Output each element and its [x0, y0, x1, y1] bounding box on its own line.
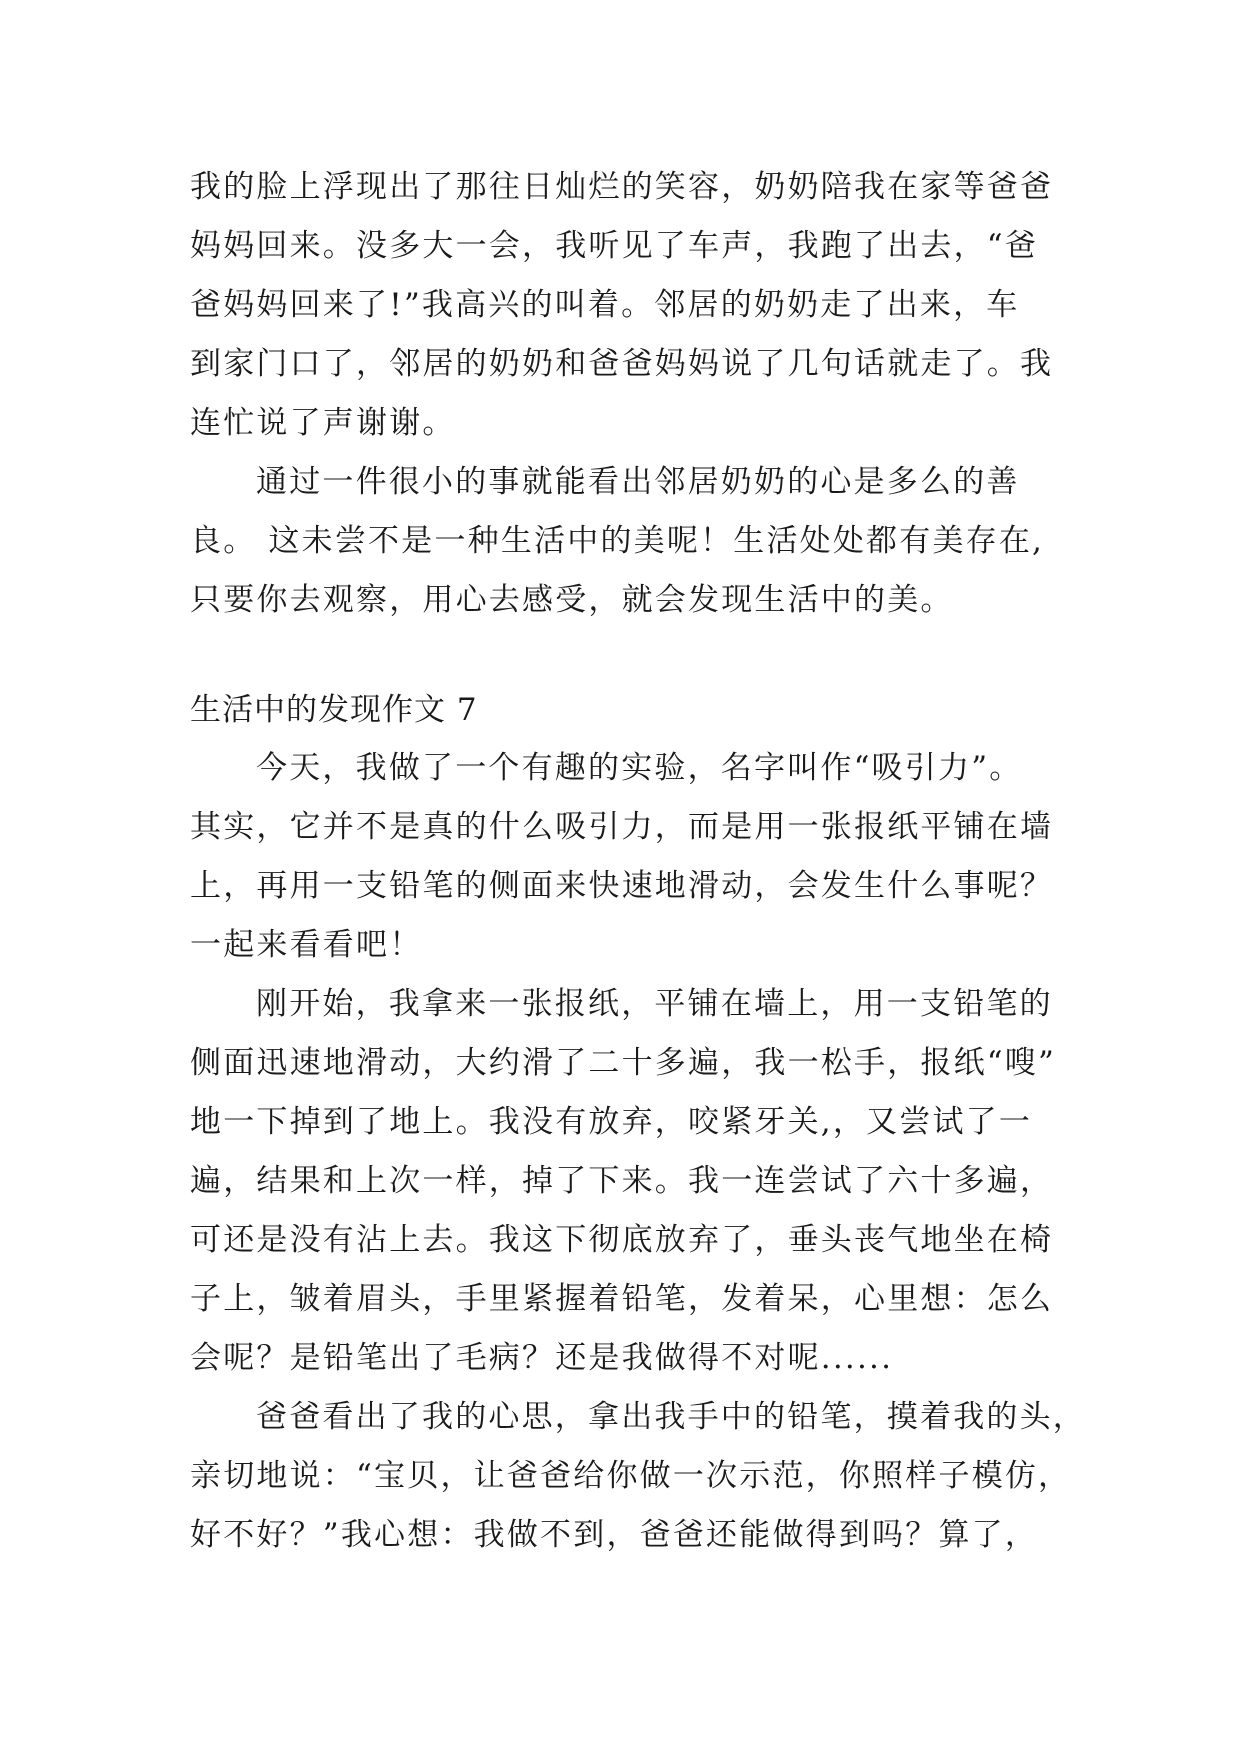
- para4-line-3: 地一下掉到了地上。我没有放弃，咬紧牙关,，又尝试了一: [190, 1104, 1033, 1140]
- para3-line-4: 一起来看看吧！: [190, 927, 423, 963]
- para5-line-2: 亲切地说：“宝贝，让爸爸给你做一次示范，你照样子模仿，: [190, 1458, 1072, 1494]
- para3-line-2: 其实，它并不是真的什么吸引力，而是用一张报纸平铺在墙: [190, 809, 1054, 845]
- para4-line-6: 子上，皱着眉头，手里紧握着铅笔，发着呆，心里想：怎么: [190, 1281, 1054, 1317]
- para2-line-1: 通过一件很小的事就能看出邻居奶奶的心是多么的善: [256, 464, 1020, 500]
- para5-line-3: 好不好？”我心想：我做不到，爸爸还能做得到吗？算了，: [190, 1517, 1039, 1553]
- para4-line-7: 会呢？是铅笔出了毛病？还是我做得不对呢......: [190, 1340, 894, 1376]
- para5-line-1: 爸爸看出了我的心思，拿出我手中的铅笔，摸着我的头，: [256, 1399, 1086, 1435]
- para4-line-1: 刚开始，我拿来一张报纸，平铺在墙上，用一支铅笔的: [256, 986, 1053, 1022]
- para4-line-4: 遍，结果和上次一样，掉了下来。我一连尝试了六十多遍，: [190, 1163, 1054, 1199]
- para1-line-1: 我的脸上浮现出了那往日灿烂的笑容，奶奶陪我在家等爸爸: [190, 169, 1054, 205]
- para3-line-1: 今天，我做了一个有趣的实验，名字叫作“吸引力”。: [256, 750, 1023, 786]
- para2-line-2: 良。 这未尝不是一种生活中的美呢！生活处处都有美存在,: [190, 523, 1045, 559]
- para1-line-2: 妈妈回来。没多大一会，我听见了车声，我跑了出去，“爸: [190, 228, 1039, 264]
- para1-line-3: 爸妈妈回来了!”我高兴的叫着。邻居的奶奶走了出来，车: [190, 287, 1020, 323]
- para1-line-5: 连忙说了声谢谢。: [190, 405, 456, 441]
- para4-line-2: 侧面迅速地滑动，大约滑了二十多遍，我一松手，报纸“嗖”: [190, 1045, 1057, 1081]
- para2-line-3: 只要你去观察，用心去感受，就会发现生活中的美。: [190, 582, 954, 618]
- para1-line-4: 到家门口了，邻居的奶奶和爸爸妈妈说了几句话就走了。我: [190, 346, 1054, 382]
- para4-line-5: 可还是没有沾上去。我这下彻底放弃了，垂头丧气地坐在椅: [190, 1222, 1054, 1258]
- para3-line-3: 上，再用一支铅笔的侧面来快速地滑动，会发生什么事呢？: [190, 868, 1054, 904]
- section-heading: 生活中的发现作文 7: [190, 692, 478, 728]
